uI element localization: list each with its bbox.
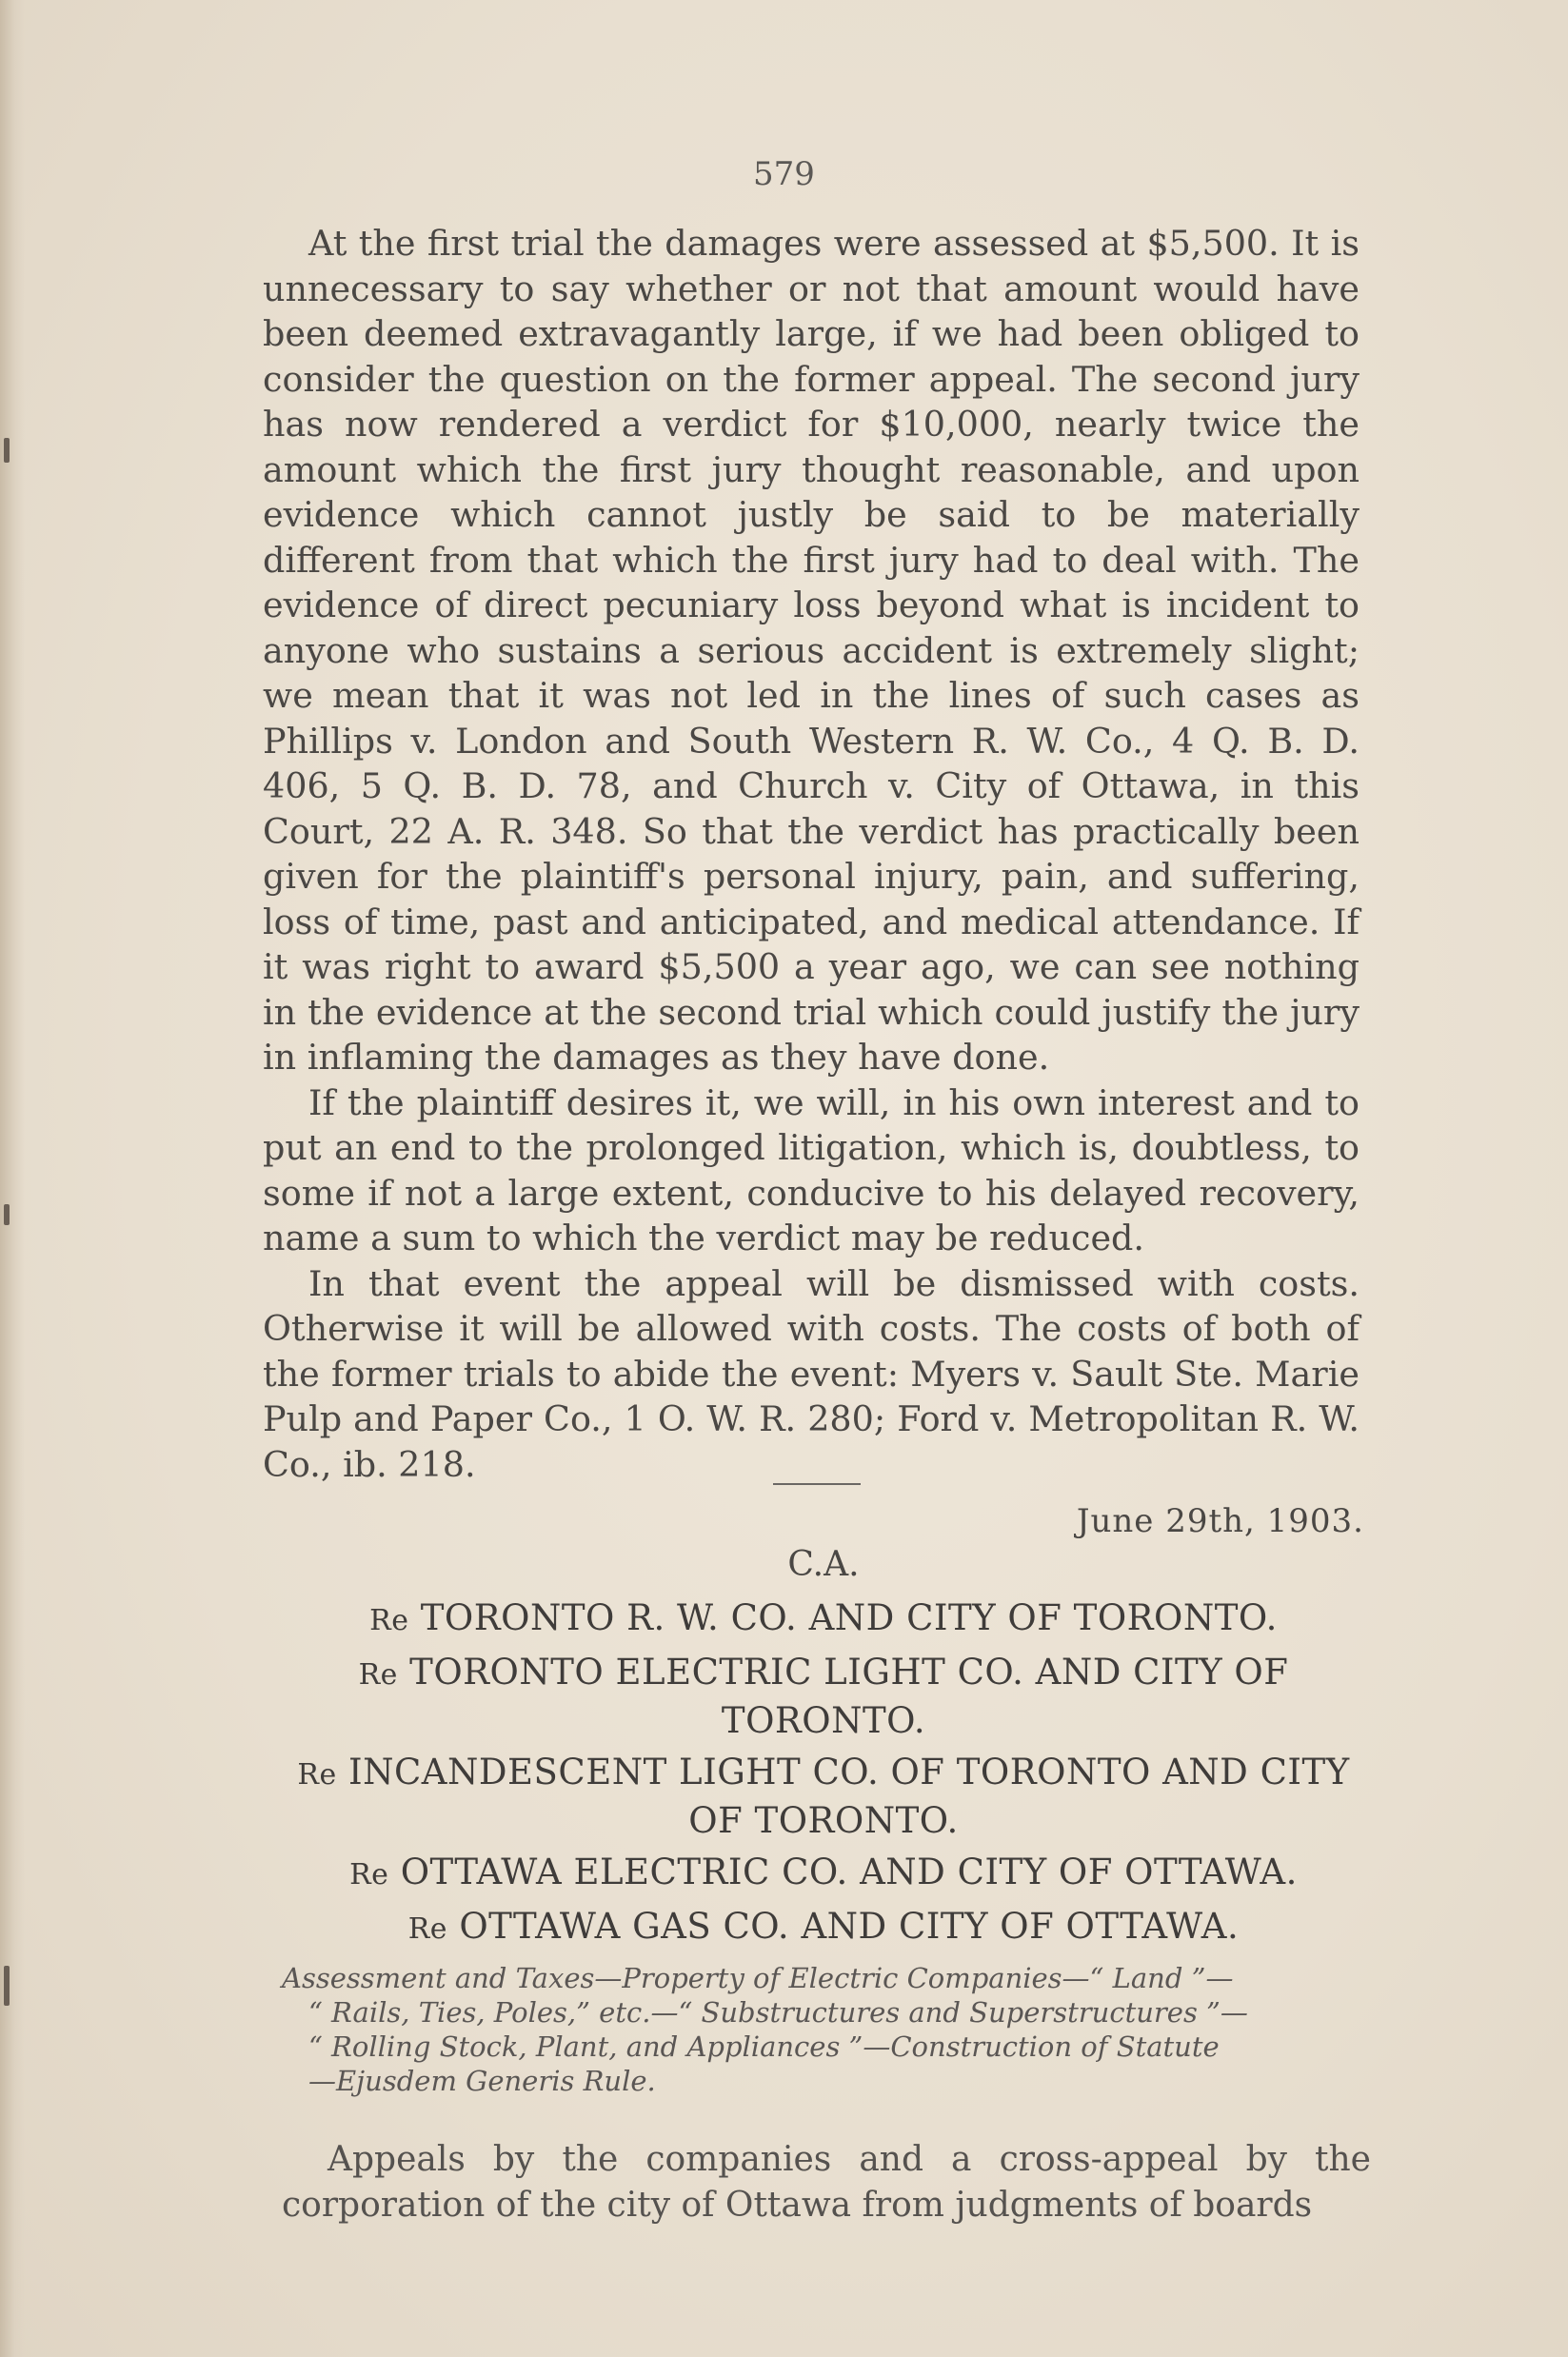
headnote-line: Assessment and Taxes—Property of Electric Companies—“ Land ”— [282, 1962, 1234, 1994]
case-titles [276, 1595, 1371, 1958]
paragraph: At the first trial the damages were assessed at $5,500. It is unnecessary to say whether or not that amount would have been deemed extravagantly large, if we had been obliged to consider the question on the former appeal. The second jury has now rendered a verdict for $10,000, nearly twice the amount which the first jury thought reasonable, and upon evidence which cannot justly be said to be materially different from that which the first jury had to deal with. The evidence of direct pecuniary loss beyond what is incident to anyone who sustains a serious accident is extremely slight; we mean that it was not led in the lines of such cases as Phillips v. London and South Western R. W. Co., 4 Q. B. D. 406, 5 Q. B. D. 78, and Church v. City of Ottawa, in this Court, 22 A. R. 348. So that the verdict has practically been given for the plaintiff's personal injury, pain, and suffering, loss of time, past and anticipated, and medical attendance. If it was right to award $5,500 a year ago, we can see nothing in the evidence at the second trial which could justify the jury in inflaming the damages as they have done. [263, 223, 1360, 1078]
headnote-line: —Ejusdem Generis Rule. [308, 2065, 656, 2097]
binding-mark [4, 438, 10, 463]
headnote-line: “ Rolling Stock, Plant, and Appliances ”—Construction of Statute [308, 2030, 1220, 2063]
headnote-line: “ Rails, Ties, Poles,” etc.—“ Substructures and Superstructures ”— [308, 1996, 1248, 2029]
case-title: Re TORONTO R. W. CO. AND CITY OF TORONTO. [369, 1597, 1278, 1638]
case-title: Re OTTAWA ELECTRIC CO. AND CITY OF OTTAWA. [349, 1852, 1298, 1892]
paragraph: If the plaintiff desires it, we will, in his own interest and to put an end to the prolonged litigation, which is, doubtless, to some if not a large extent, conducive to his delayed recovery, name a sum to which the verdict may be reduced. [263, 1081, 1360, 1258]
paragraph: In that event the appeal will be dismissed with costs. Otherwise it will be allowed with costs. The costs of both of the former trials to abide the event: Myers v. Sault Ste. Marie Pulp and Paper Co., 1 O. W. R. 280; Ford v. Metropolitan R. W. Co., ib. 218. [263, 1262, 1360, 1485]
case-title: Re OTTAWA GAS CO. AND CITY OF OTTAWA. [407, 1906, 1240, 1947]
binding-mark [4, 1966, 10, 2006]
case-title: Re INCANDESCENT LIGHT CO. OF TORONTO AND CITY OF TORONTO. [297, 1752, 1350, 1841]
section-divider [773, 1483, 861, 1485]
page-number: 579 [753, 155, 815, 193]
judgment-text [263, 221, 1360, 1487]
page-binding-edge [0, 0, 25, 2357]
case-title: Re TORONTO ELECTRIC LIGHT CO. AND CITY OF TORONTO. [358, 1652, 1289, 1741]
headnote [282, 1961, 1367, 2098]
decision-date: June 29th, 1903. [1076, 1502, 1364, 1540]
appeal-paragraph: Appeals by the companies and a cross-appeal by the corporation of the city of Ottawa from judgments of boards [282, 2140, 1371, 2225]
court-label: C.A. [787, 1545, 860, 1584]
binding-mark [4, 1204, 10, 1225]
